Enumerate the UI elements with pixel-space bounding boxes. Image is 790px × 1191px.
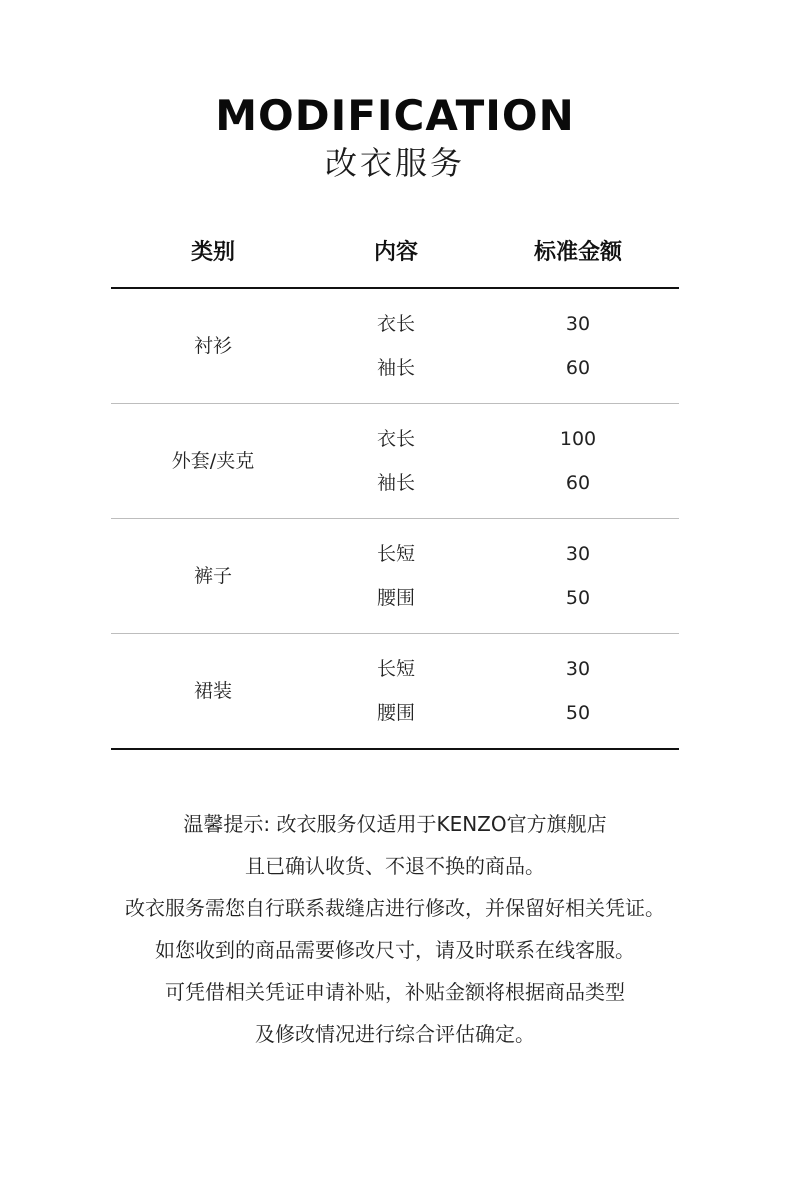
table-row-group-pants (111, 519, 679, 634)
price-cell: 60 (565, 357, 591, 379)
header-category: 类别 (190, 240, 235, 265)
content-cell: 腰围 (376, 702, 415, 724)
table-header (111, 220, 679, 289)
page-title: MODIFICATION (215, 91, 575, 140)
header-price: 标准金额 (533, 240, 622, 265)
price-cell: 30 (565, 313, 591, 335)
header-content: 内容 (373, 240, 418, 265)
table-row-group-skirt (111, 634, 679, 750)
table-row-group-shirt (111, 289, 679, 404)
note-line: 可凭借相关凭证申请补贴，补贴金额将根据商品类型 (165, 980, 625, 1004)
page-subtitle: 改衣服务 (324, 144, 465, 182)
note-line: 如您收到的商品需要修改尺寸，请及时联系在线客服。 (155, 938, 635, 962)
note-line: 温馨提示: 改衣服务仅适用于KENZO官方旗舰店 (183, 812, 607, 836)
notes-block (0, 803, 790, 1055)
content-cell: 长短 (376, 543, 415, 565)
price-cell: 60 (565, 472, 591, 494)
content-cell: 衣长 (376, 428, 415, 450)
category-cell: 裙装 (193, 680, 232, 702)
content-cell: 腰围 (376, 587, 415, 609)
content-cell: 袖长 (376, 472, 415, 494)
note-line: 且已确认收货、不退不换的商品。 (245, 854, 545, 878)
category-cell: 裤子 (193, 565, 232, 587)
note-line: 改衣服务需您自行联系裁缝店进行修改，并保留好相关凭证。 (125, 896, 665, 920)
content-cell: 长短 (376, 658, 415, 680)
category-cell: 衬衫 (193, 335, 232, 357)
price-cell: 30 (565, 543, 591, 565)
content-cell: 袖长 (376, 357, 415, 379)
content-cell: 衣长 (376, 313, 415, 335)
price-cell: 50 (565, 702, 591, 724)
price-cell: 50 (565, 587, 591, 609)
price-table (111, 220, 679, 750)
price-cell: 30 (565, 658, 591, 680)
price-cell: 100 (559, 428, 597, 450)
note-line: 及修改情况进行综合评估确定。 (255, 1022, 535, 1046)
category-cell: 外套/夹克 (171, 450, 255, 472)
table-row-group-jacket (111, 404, 679, 519)
